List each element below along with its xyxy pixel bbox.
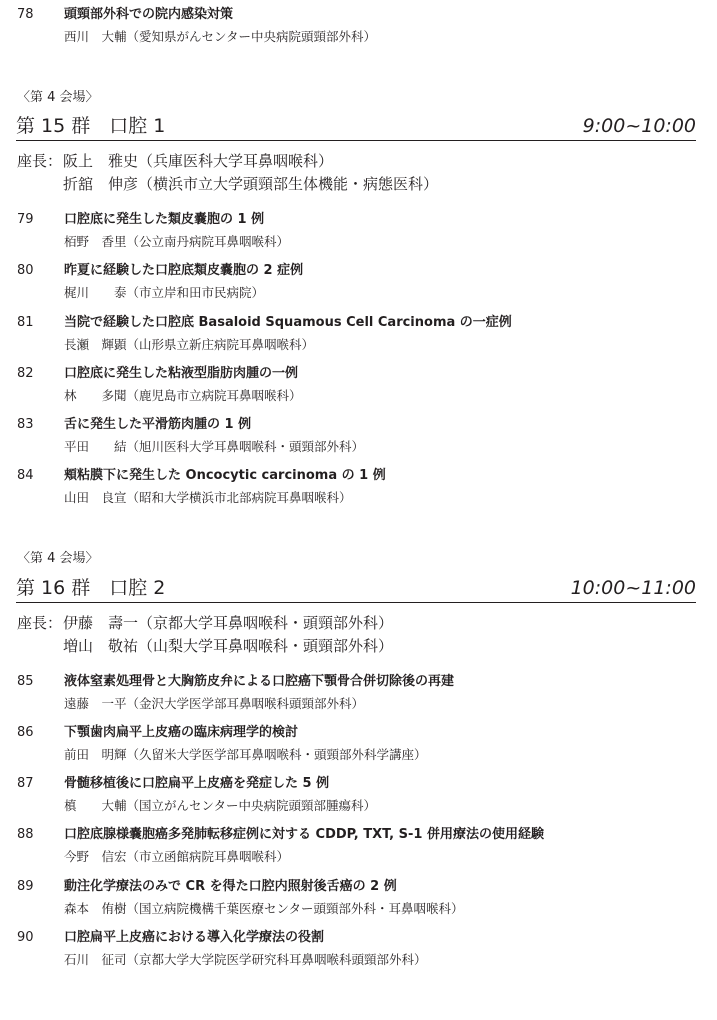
presentation-number: 80 (17, 263, 34, 278)
presentation-author: 石川 征司（京都大学大学院医学研究科耳鼻咽喉科頭頸部外科） (64, 952, 427, 967)
presentation-number: 84 (17, 468, 34, 483)
presentation-author: 林 多聞（鹿児島市立病院耳鼻咽喉科） (64, 388, 302, 403)
presentation-title: 骨髄移植後に口腔扁平上皮癌を発症した 5 例 (64, 776, 330, 791)
presentation-title: 動注化学療法のみで CR を得た口腔内照射後舌癌の 2 例 (64, 879, 397, 894)
presentation-number: 78 (17, 7, 34, 22)
presentation-number: 81 (17, 315, 34, 330)
session-title: 第 15 群 口腔 1 (16, 115, 166, 137)
presentation-number: 89 (17, 879, 34, 894)
presentation-number: 90 (17, 930, 34, 945)
presentation-title: 口腔底腺様嚢胞癌多発肺転移症例に対する CDDP, TXT, S-1 併用療法の使用経験 (64, 827, 544, 842)
presentation-number: 79 (17, 212, 34, 227)
presentation-number: 85 (17, 674, 34, 689)
presentation-title: 頭頸部外科での院内感染対策 (64, 7, 234, 22)
presentation-author: 槙 大輔（国立がんセンター中央病院頭頸部腫瘍科） (64, 798, 377, 813)
presentation-title: 口腔底に発生した粘液型脂肪肉腫の一例 (64, 366, 299, 381)
presentation-title: 下顎歯肉扁平上皮癌の臨床病理学的検討 (64, 725, 299, 740)
session-time: 9:00~10:00 (582, 115, 696, 137)
chair-label: 座長： (17, 614, 63, 632)
chair-name: 阪上 雅史（兵庫医科大学耳鼻咽喉科） (63, 152, 334, 170)
session-time: 10:00~11:00 (570, 577, 696, 599)
presentation-author: 梶川 泰（市立岸和田市民病院） (64, 285, 265, 300)
presentation-title: 液体窒素処理骨と大胸筋皮弁による口腔癌下顎骨合併切除後の再建 (64, 674, 455, 689)
presentation-author: 栢野 香里（公立南丹病院耳鼻咽喉科） (64, 234, 290, 249)
session-header (16, 576, 696, 603)
session-header (16, 114, 696, 141)
chair-name: 折舘 伸彦（横浜市立大学頭頸部生体機能・病態医科） (63, 175, 439, 193)
presentation-author: 山田 良宣（昭和大学横浜市北部病院耳鼻咽喉科） (64, 490, 352, 505)
presentation-title: 昨夏に経験した口腔底類皮嚢胞の 2 症例 (64, 263, 304, 278)
presentation-author: 前田 明輝（久留米大学医学部耳鼻咽喉科・頭頸部外科学講座） (64, 747, 427, 762)
chair-label: 座長： (17, 152, 63, 170)
presentation-title: 頬粘膜下に発生した Oncocytic carcinoma の 1 例 (64, 468, 386, 483)
presentation-author: 長瀬 輝顕（山形県立新庄病院耳鼻咽喉科） (64, 337, 315, 352)
presentation-title: 舌に発生した平滑筋肉腫の 1 例 (64, 417, 252, 432)
presentation-number: 88 (17, 827, 34, 842)
presentation-title: 口腔扁平上皮癌における導入化学療法の役割 (64, 930, 325, 945)
chair-name: 増山 敬祐（山梨大学耳鼻咽喉科・頭頸部外科） (63, 637, 394, 655)
presentation-number: 86 (17, 725, 34, 740)
presentation-number: 83 (17, 417, 34, 432)
presentation-author: 遠藤 一平（金沢大学医学部耳鼻咽喉科頭頸部外科） (64, 696, 365, 711)
presentation-number: 87 (17, 776, 34, 791)
presentation-title: 口腔底に発生した類皮嚢胞の 1 例 (64, 212, 265, 227)
chair-name: 伊藤 壽一（京都大学耳鼻咽喉科・頭頸部外科） (63, 614, 394, 632)
session-title: 第 16 群 口腔 2 (16, 577, 166, 599)
venue-label: 〈第 4 会場〉 (17, 90, 99, 105)
venue-label: 〈第 4 会場〉 (17, 551, 99, 566)
presentation-number: 82 (17, 366, 34, 381)
presentation-author: 平田 結（旭川医科大学耳鼻咽喉科・頭頸部外科） (64, 439, 365, 454)
presentation-author: 森本 侑樹（国立病院機構千葉医療センター頭頸部外科・耳鼻咽喉科） (64, 901, 464, 916)
presentation-title: 当院で経験した口腔底 Basaloid Squamous Cell Carcinoma の一症例 (64, 315, 512, 330)
presentation-author: 今野 信宏（市立函館病院耳鼻咽喉科） (64, 849, 290, 864)
presentation-author: 西川 大輔（愛知県がんセンター中央病院頭頸部外科） (64, 29, 377, 44)
